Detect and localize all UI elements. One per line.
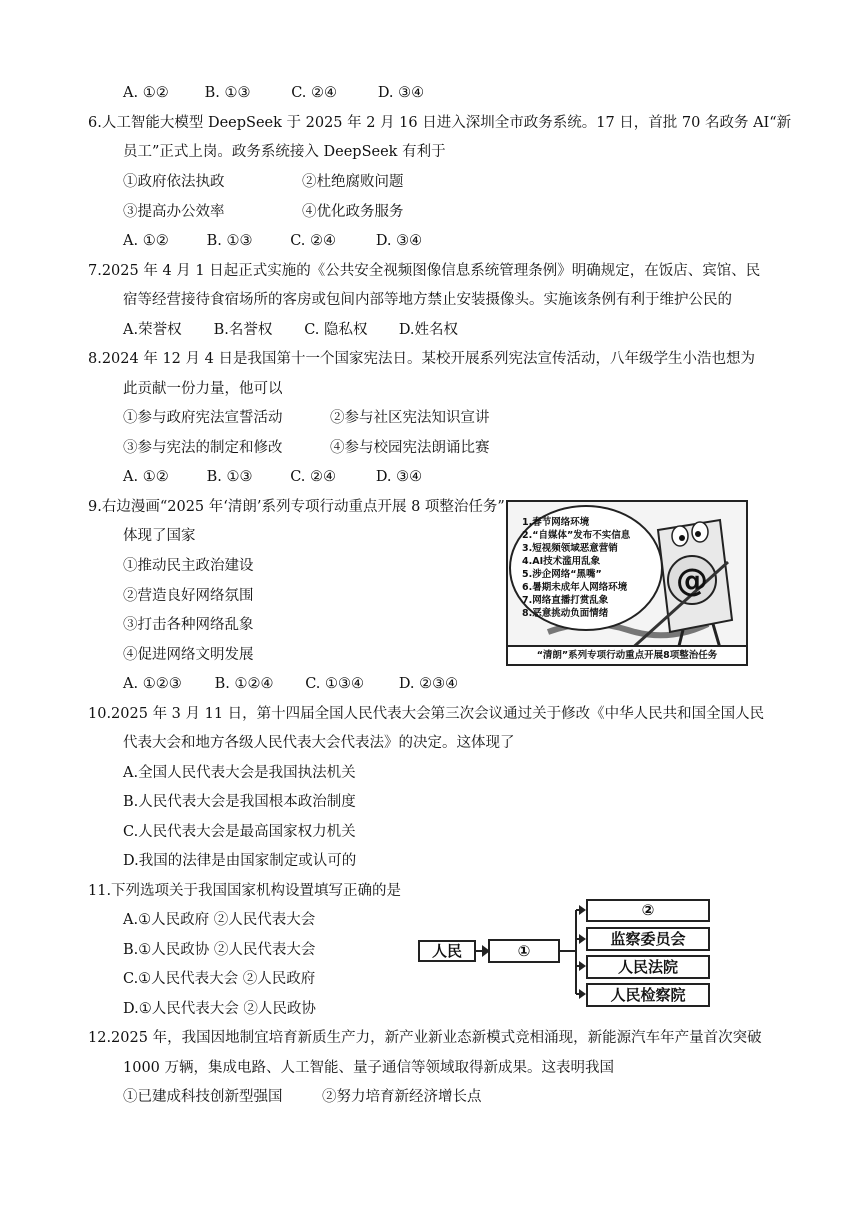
q6-item-2: ②杜绝腐败问题: [302, 174, 404, 190]
cartoon-task-6: 6.暑期未成年人网络环境: [522, 582, 628, 593]
q6-item-3: ③提高办公效率: [123, 204, 225, 220]
diagram-branch-supervision: 监察委员会: [586, 927, 710, 951]
q8-option-c[interactable]: C. ②④: [290, 469, 337, 485]
q6-options: [123, 231, 422, 251]
q6-stem-line2: 员工”正式上岗。政务系统接入 DeepSeek 有利于: [123, 144, 446, 160]
cartoon-at-symbol: @: [676, 561, 708, 599]
q10-option-a[interactable]: A.全国人民代表大会是我国执法机关: [123, 765, 356, 781]
cartoon-task-7: 7.网络直播打赏乱象: [522, 595, 609, 606]
q9-item-4: ④促进网络文明发展: [123, 647, 254, 663]
q7-option-b[interactable]: B.名誉权: [213, 322, 273, 338]
q12-stem-line2: 1000 万辆，集成电路、人工智能、量子通信等领域取得新成果。这表明我国: [123, 1060, 615, 1076]
q5-option-c[interactable]: C. ②④: [291, 85, 338, 101]
q7-option-c[interactable]: C. 隐私权: [304, 322, 368, 338]
q6-option-d[interactable]: D. ③④: [375, 233, 423, 249]
cartoon-task-list: [522, 516, 630, 620]
state-organ-diagram: [416, 898, 716, 1008]
cartoon-task-3: 3.短视频领域恶意营销: [522, 543, 618, 554]
q5-option-a[interactable]: A. ①②: [123, 85, 169, 101]
q8-options: [123, 467, 422, 487]
q8-option-a[interactable]: A. ①②: [123, 469, 169, 485]
cartoon-task-2: 2.“自媒体”发布不实信息: [522, 530, 631, 541]
q6-option-a[interactable]: A. ①②: [123, 233, 169, 249]
q9-stem-line2: 体现了国家: [123, 528, 196, 544]
q9-item-2: ②营造良好网络氛围: [123, 588, 254, 604]
q8-item-2: ②参与社区宪法知识宣讲: [330, 410, 490, 426]
q7-option-d[interactable]: D.姓名权: [398, 322, 459, 338]
q6-option-c[interactable]: C. ②④: [290, 233, 337, 249]
q11-option-d[interactable]: D.①人民代表大会 ②人民政协: [123, 1001, 316, 1017]
q8-stem-line2: 此贡献一份力量，他可以: [123, 381, 283, 397]
q11-option-c[interactable]: C.①人民代表大会 ②人民政府: [123, 971, 316, 987]
q12-item-1: ①已建成科技创新型强国: [123, 1089, 283, 1105]
q12-item-2: ②努力培育新经济增长点: [322, 1089, 482, 1105]
q9-cartoon: [506, 500, 748, 666]
diagram-branch-court: 人民法院: [586, 955, 710, 979]
diagram-people-box: 人民: [418, 940, 476, 962]
cartoon-task-1: 1.春节网络环境: [522, 517, 590, 528]
q8-item-1: ①参与政府宪法宣誓活动: [123, 410, 283, 426]
q9-item-1: ①推动民主政治建设: [123, 558, 254, 574]
q7-stem-line2: 宿等经营接待食宿场所的客房或包间内部等地方禁止安装摄像头。实施该条例有利于维护公民的: [123, 292, 732, 308]
q10-option-d[interactable]: D.我国的法律是由国家制定或认可的: [123, 853, 357, 869]
q9-option-d[interactable]: D. ②③④: [398, 676, 459, 692]
q7-option-a[interactable]: A.荣誉权: [123, 322, 182, 338]
q11-option-a[interactable]: A.①人民政府 ②人民代表大会: [123, 912, 316, 928]
q8-option-b[interactable]: B. ①③: [206, 469, 253, 485]
cartoon-task-8: 8.恶意挑动负面情绪: [522, 608, 609, 619]
q10-stem-line1: 10.2025 年 3 月 11 日，第十四届全国人民代表大会第三次会议通过关于修改《中华人民共和国全国人民: [88, 706, 765, 722]
q11-option-b[interactable]: B.①人民政协 ②人民代表大会: [123, 942, 316, 958]
q6-stem-line1: 6.人工智能大模型 DeepSeek 于 2025 年 2 月 16 日进入深圳全市政务系统。17 日，首批 70 名政务 AI“新: [88, 115, 792, 131]
q5-options: [123, 83, 424, 103]
q6-item-1: ①政府依法执政: [123, 174, 225, 190]
q6-item-4: ④优化政务服务: [302, 204, 404, 220]
q5-option-b[interactable]: B. ①③: [204, 85, 251, 101]
q8-option-d[interactable]: D. ③④: [375, 469, 423, 485]
cartoon-task-4: 4.AI技术滥用乱象: [522, 556, 601, 567]
diagram-node-1: ①: [488, 939, 560, 963]
q7-options: [123, 320, 458, 340]
q9-option-b[interactable]: B. ①②④: [214, 676, 274, 692]
q7-stem-line1: 7.2025 年 4 月 1 日起正式实施的《公共安全视频图像信息系统管理条例》明确规定，在饭店、宾馆、民: [88, 263, 761, 279]
q9-option-a[interactable]: A. ①②③: [123, 676, 182, 692]
q8-item-3: ③参与宪法的制定和修改: [123, 440, 283, 456]
q10-option-b[interactable]: B.人民代表大会是我国根本政治制度: [123, 794, 356, 810]
q10-option-c[interactable]: C.人民代表大会是最高国家权力机关: [123, 824, 356, 840]
q11-stem: 11.下列选项关于我国国家机构设置填写正确的是: [88, 883, 402, 899]
diagram-branch-2: ②: [586, 899, 710, 922]
q10-stem-line2: 代表大会和地方各级人民代表大会代表法》的决定。这体现了: [123, 735, 515, 751]
q9-options: [123, 674, 458, 694]
q9-option-c[interactable]: C. ①③④: [305, 676, 365, 692]
cartoon-task-5: 5.涉企网络“黑嘴”: [522, 569, 602, 580]
q6-option-b[interactable]: B. ①③: [206, 233, 253, 249]
q9-item-3: ③打击各种网络乱象: [123, 617, 254, 633]
diagram-branch-procuratorate: 人民检察院: [586, 983, 710, 1007]
q8-stem-line1: 8.2024 年 12 月 4 日是我国第十一个国家宪法日。某校开展系列宪法宣传活动，八年级学生小浩也想为: [88, 351, 755, 367]
cartoon-caption: “清朗”系列专项行动重点开展8项整治任务: [508, 645, 746, 664]
q12-stem-line1: 12.2025 年，我国因地制宜培育新质生产力，新产业新业态新模式竞相涌现，新能源汽车年产量首次突破: [88, 1030, 762, 1046]
q9-stem-line1: 9.右边漫画“2025 年‘清朗’系列专项行动重点开展 8 项整治任务”: [88, 499, 505, 515]
q5-option-d[interactable]: D. ③④: [377, 85, 425, 101]
q8-item-4: ④参与校园宪法朗诵比赛: [330, 440, 490, 456]
